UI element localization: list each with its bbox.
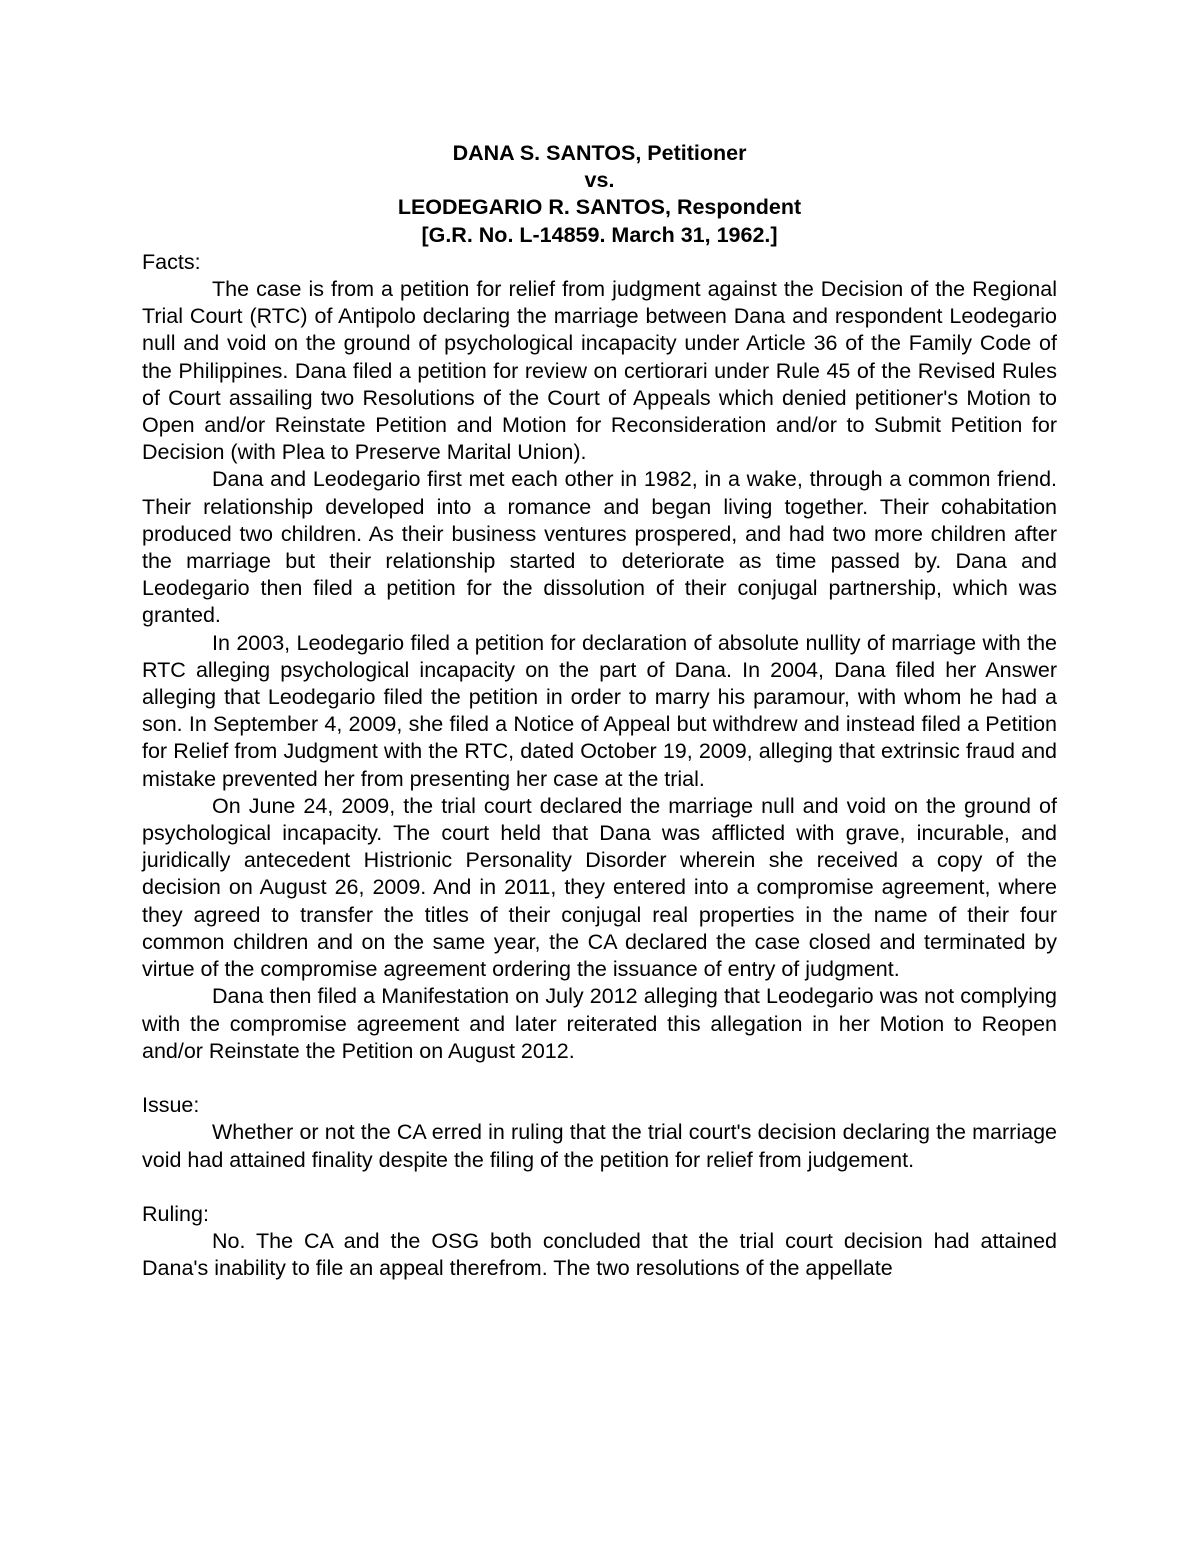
document-page <box>142 140 1057 1283</box>
facts-paragraph: In 2003, Leodegario filed a petition for declaration of absolute nullity of marriage with the RTC alleging psychological incapacity on the part of Dana. In 2004, Dana filed her Answer alleging that Leodegario filed the petition in order to marry his paramour, with whom he had a son. In September 4, 2009, she filed a Notice of Appeal but withdrew and instead filed a Petition for Relief from Judgment with the RTC, dated October 19, 2009, alleging that extrinsic fraud and mistake prevented her from presenting her case at the trial. <box>142 630 1057 791</box>
issue-paragraph: Whether or not the CA erred in ruling that the trial court's decision declaring the marriage void had attained finality despite the filing of the petition for relief from judgement. <box>142 1120 1057 1172</box>
spacer <box>142 1174 1057 1201</box>
spacer <box>142 1065 1057 1092</box>
citation-line: [G.R. No. L-14859. March 31, 1962.] <box>421 222 778 247</box>
facts-paragraph: Dana then filed a Manifestation on July 2012 alleging that Leodegario was not complying with the compromise agreement and later reiterated this allegation in her Motion to Reopen and/or Reinstate the Petition on August 2012. <box>142 984 1057 1063</box>
respondent-line: LEODEGARIO R. SANTOS, Respondent <box>397 195 802 220</box>
versus-line: vs. <box>584 168 615 193</box>
facts-paragraph: The case is from a petition for relief from judgment against the Decision of the Regional Trial Court (RTC) of Antipolo declaring the marriage between Dana and respondent Leodegario null and void on the ground of psychological incapacity under Article 36 of the Family Code of the Philippines. Dana filed a petition for review on certiorari under Rule 45 of the Revised Rules of Court assailing two Resolutions of the Court of Appeals which denied petitioner's Motion to Open and/or Reinstate Petition and Motion for Reconsideration and/or to Submit Petition for Decision (with Plea to Preserve Marital Union). <box>142 277 1057 465</box>
facts-paragraph: On June 24, 2009, the trial court declared the marriage null and void on the ground of psychological incapacity. The court held that Dana was afflicted with grave, incurable, and juridically antecedent Histrionic Personality Disorder wherein she received a copy of the decision on August 26, 2009. And in 2011, they entered into a compromise agreement, where they agreed to transfer the titles of their conjugal real properties in the name of their four common children and on the same year, the CA declared the case closed and terminated by virtue of the compromise agreement ordering the issuance of entry of judgment. <box>142 793 1057 982</box>
ruling-label: Ruling: <box>142 1201 209 1226</box>
issue-label: Issue: <box>142 1093 200 1118</box>
petitioner-line: DANA S. SANTOS, Petitioner <box>452 141 747 165</box>
facts-paragraph: Dana and Leodegario first met each other in 1982, in a wake, through a common friend. Their relationship developed into a romance and began living together. Their cohabitation produced two children. As their business ventures prospered, and had two more children after the marriage but their relationship started to deteriorate as time passed by. Dana and Leodegario then filed a petition for the dissolution of their conjugal partnership, which was granted. <box>142 467 1057 628</box>
ruling-paragraph: No. The CA and the OSG both concluded that the trial court decision had attained Dana's inability to file an appeal therefrom. The two resolutions of the appellate <box>142 1229 1057 1281</box>
case-title-block <box>142 140 1057 249</box>
facts-label: Facts: <box>142 249 201 274</box>
